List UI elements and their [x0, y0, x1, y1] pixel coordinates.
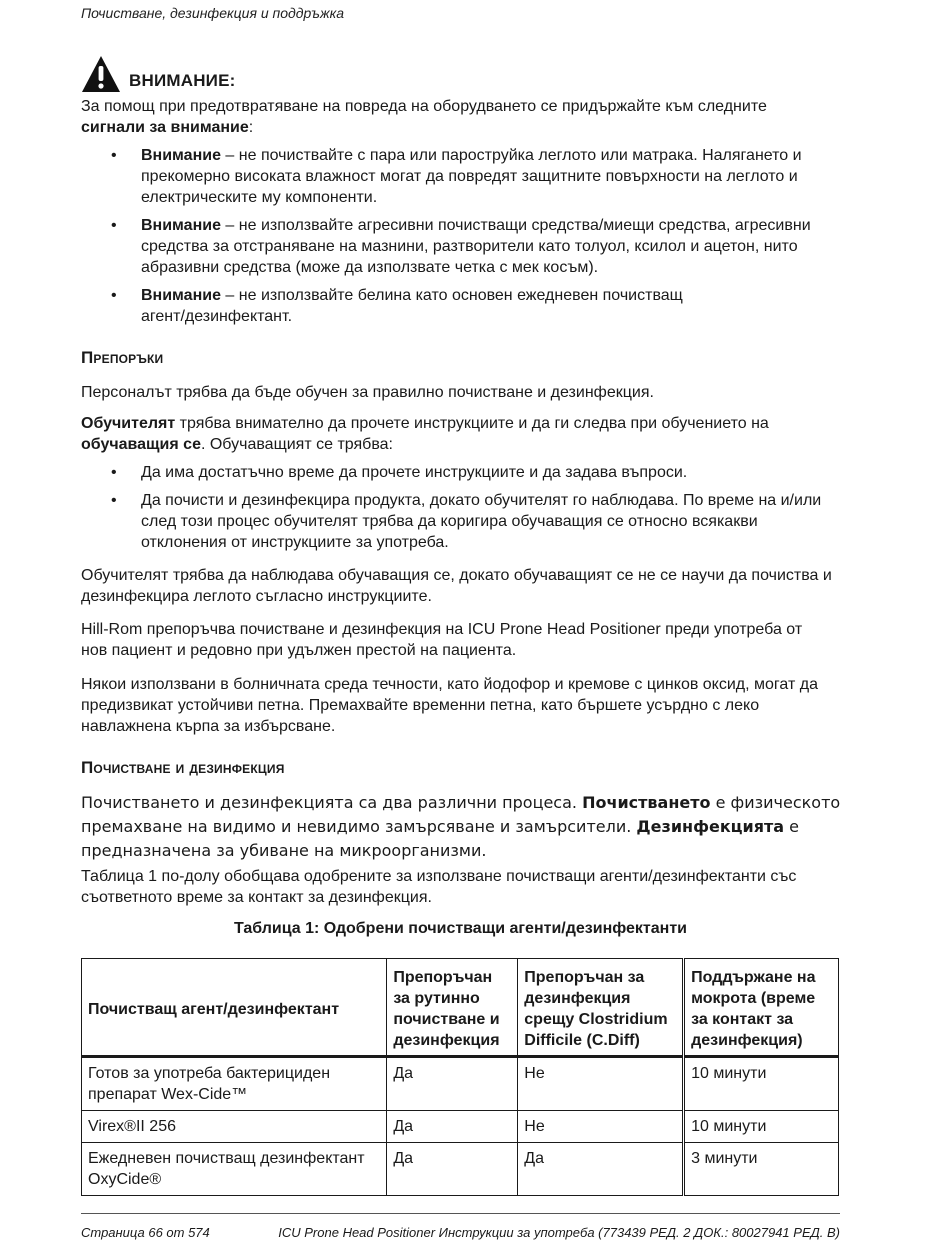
table-cell: Да: [387, 1111, 518, 1143]
table-cell: 10 минути: [684, 1111, 839, 1143]
running-header: Почистване, дезинфекция и поддръжка: [81, 5, 344, 21]
table-row: [82, 1111, 839, 1143]
page-number: Страница 66 от 574: [81, 1225, 210, 1240]
caution-heading: [81, 55, 236, 93]
paragraph: Персоналът трябва да бъде обучен за правилно почистване и дезинфекция.: [81, 384, 654, 401]
paragraph: Таблица 1 по-долу обобщава одобрените за използване почистващи агенти/дезинфектанти със съответното време за контакт за дезинфекция.: [81, 868, 797, 906]
paragraph: Почистването и дезинфекцията са два различни процеса. Почистването е физическото премахване на видимо и невидимо замърсяване и замърсители. Дезинфекцията е предназначена за убиване на микроорганизми.: [81, 793, 841, 860]
warning-triangle-icon: [81, 55, 121, 93]
table-cell: Не: [518, 1057, 684, 1111]
table-row: [82, 1057, 839, 1111]
column-header: Поддържане на мокрота (време за контакт за дезинфекция): [684, 959, 839, 1057]
table-cell: Да: [387, 1057, 518, 1111]
table-cell: Да: [518, 1143, 684, 1196]
column-header: Препоръчан за дезинфекция срещу Clostridium Difficile (C.Diff): [518, 959, 684, 1057]
recommendations-heading: Препоръки: [81, 348, 164, 367]
column-header: Почистващ агент/дезинфектант: [82, 959, 387, 1057]
table-header-row: [82, 959, 839, 1057]
table-cell: 10 минути: [684, 1057, 839, 1111]
paragraph: Обучителят трябва да наблюдава обучаващия се, докато обучаващият се не се научи да почиства и дезинфекцира леглото съгласно инструкциите.: [81, 567, 832, 605]
table-cell: Virex®II 256: [82, 1111, 387, 1143]
paragraph: Hill-Rom препоръчва почистване и дезинфекция на ICU Prone Head Positioner преди употреба от нов пациент и редовно при удължен престой на пациента.: [81, 621, 803, 659]
paragraph: Някои използвани в болничната среда течности, като йодофор и кремове с цинков оксид, могат да предизвикат устойчиви петна. Премахвайте временни петна, като бършете усърдно с леко навлажнена кърпа за избърсване.: [81, 676, 818, 735]
table-row: [82, 1143, 839, 1196]
table-cell: 3 минути: [684, 1143, 839, 1196]
caution-title: ВНИМАНИЕ:: [129, 71, 236, 90]
table-cell: Ежедневен почистващ дезинфектант OxyCide®: [82, 1143, 387, 1196]
paragraph: Обучителят трябва внимателно да прочете инструкциите и да ги следва при обучението на обучаващия се. Обучаващият се трябва:: [81, 415, 769, 453]
agents-table: [81, 958, 839, 1196]
cleaning-heading: Почистване и дезинфекция: [81, 758, 285, 777]
caution-intro: За помощ при предотвратяване на повреда на оборудването се придържайте към следните сигнали за внимание:: [81, 98, 767, 136]
table-cell: Готов за употреба бактерициден препарат Wex-Cide™: [82, 1057, 387, 1111]
table-caption: Таблица 1: Одобрени почистващи агенти/дезинфектанти: [234, 920, 687, 937]
column-header: Препоръчан за рутинно почистване и дезинфекция: [387, 959, 518, 1057]
document-id: ICU Prone Head Positioner Инструкции за употреба (773439 РЕД. 2 ДОК.: 80027941 РЕД. В): [278, 1225, 840, 1240]
table-cell: Не: [518, 1111, 684, 1143]
table-cell: Да: [387, 1143, 518, 1196]
footer-divider: [81, 1213, 840, 1214]
